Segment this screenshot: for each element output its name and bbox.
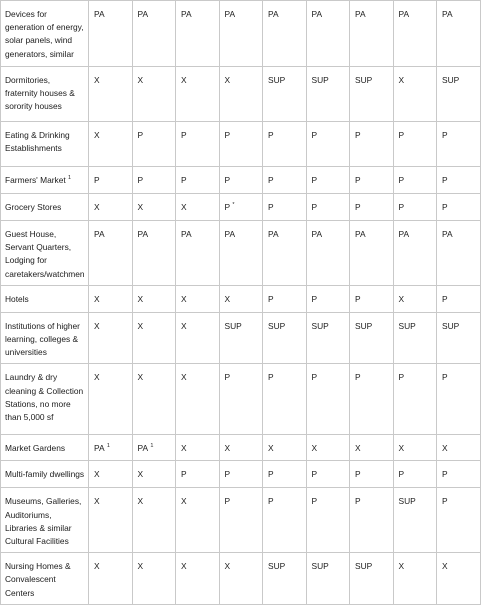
permission-cell xyxy=(437,364,481,435)
table-row xyxy=(1,553,481,605)
permission-cell xyxy=(263,67,307,122)
permission-cell xyxy=(89,1,133,67)
use-name-cell xyxy=(1,461,89,488)
table-row xyxy=(1,285,481,312)
permission-cell xyxy=(176,461,220,488)
permission-cell xyxy=(176,285,220,312)
permission-cell xyxy=(132,67,176,122)
permission-value: X xyxy=(224,443,231,454)
permission-value: PA xyxy=(224,9,236,19)
permission-cell xyxy=(89,312,133,364)
permission-cell xyxy=(219,553,263,605)
use-name-cell xyxy=(1,312,89,364)
permission-value: X xyxy=(442,443,448,454)
permission-value: X xyxy=(181,496,187,507)
permission-value: PA xyxy=(268,9,279,19)
permission-cell xyxy=(219,312,263,364)
footnote-marker: 1 xyxy=(106,443,110,450)
permission-value: P xyxy=(268,469,274,480)
permission-cell xyxy=(393,122,437,167)
table-row xyxy=(1,122,481,167)
table-row xyxy=(1,67,481,122)
permission-cell xyxy=(393,194,437,221)
permission-value: X xyxy=(181,372,187,383)
table-row xyxy=(1,167,481,194)
use-name: Multi-family dwellings xyxy=(5,469,85,480)
use-name-cell xyxy=(1,194,89,221)
permission-cell xyxy=(219,221,263,286)
permission-value: PA xyxy=(94,9,105,19)
permission-value: X xyxy=(137,496,144,507)
permission-value: P xyxy=(311,130,318,140)
permission-cell xyxy=(132,285,176,312)
permission-value: PA xyxy=(355,9,366,19)
use-name: Guest House, Servant Quarters, Lodging for caretakers/watchmen xyxy=(5,229,85,279)
use-name-cell xyxy=(1,285,89,312)
permission-cell xyxy=(176,221,220,286)
permission-value: P xyxy=(398,175,405,185)
permission-cell xyxy=(306,1,350,67)
permission-value: P xyxy=(355,496,361,507)
table-row xyxy=(1,364,481,435)
permission-cell xyxy=(219,194,263,221)
permission-value: P xyxy=(311,372,318,383)
permission-value: SUP xyxy=(355,561,373,572)
permission-cell xyxy=(437,67,481,122)
permission-value: P xyxy=(311,469,318,480)
permission-value: P xyxy=(442,469,448,480)
use-name: Dormitories, fraternity houses & sorority houses xyxy=(5,75,75,112)
permission-cell xyxy=(263,553,307,605)
footnote-marker: 1 xyxy=(68,175,72,182)
permission-cell xyxy=(350,461,394,488)
permission-cell xyxy=(350,221,394,286)
permission-cell xyxy=(437,488,481,553)
permission-cell xyxy=(306,312,350,364)
permission-value: X xyxy=(181,443,187,454)
permission-cell xyxy=(393,553,437,605)
use-name-cell xyxy=(1,122,89,167)
permission-value: P xyxy=(355,469,361,480)
permission-value: X xyxy=(181,320,187,331)
permission-cell xyxy=(89,364,133,435)
permission-cell xyxy=(437,167,481,194)
permission-cell xyxy=(350,122,394,167)
permission-cell xyxy=(132,435,176,461)
permission-value: PA xyxy=(94,229,105,239)
permission-cell xyxy=(393,67,437,122)
use-name: Grocery Stores xyxy=(5,202,62,212)
permission-value: X xyxy=(94,496,100,507)
permission-cell xyxy=(306,67,350,122)
permission-value: PA xyxy=(398,229,410,239)
use-name-cell xyxy=(1,67,89,122)
permission-cell xyxy=(219,364,263,435)
permission-cell xyxy=(176,488,220,553)
use-name-cell xyxy=(1,435,89,461)
permission-cell xyxy=(393,461,437,488)
permission-value: P xyxy=(355,293,361,304)
permission-value: P xyxy=(442,372,448,383)
use-name-cell xyxy=(1,364,89,435)
permission-value: SUP xyxy=(442,75,460,85)
permission-value: X xyxy=(94,293,100,304)
permission-value: P xyxy=(224,496,231,507)
permission-value: PA xyxy=(442,9,453,19)
permission-value: P xyxy=(355,372,361,383)
permission-value: P xyxy=(268,496,274,507)
permission-cell xyxy=(263,194,307,221)
use-name-cell xyxy=(1,1,89,67)
permission-value: X xyxy=(398,561,405,572)
permission-cell xyxy=(219,285,263,312)
permission-cell xyxy=(176,122,220,167)
permission-value: PA xyxy=(442,229,453,239)
permission-cell xyxy=(89,435,133,461)
permission-value: SUP xyxy=(268,320,286,331)
permission-cell xyxy=(350,1,394,67)
use-name: Market Gardens xyxy=(5,443,66,454)
table-row xyxy=(1,312,481,364)
permission-value: X xyxy=(224,293,231,304)
permission-value: P xyxy=(311,496,318,507)
permission-cell xyxy=(89,194,133,221)
permission-cell xyxy=(132,221,176,286)
permission-value: P xyxy=(442,496,448,507)
permission-cell xyxy=(132,488,176,553)
permission-value: SUP xyxy=(268,75,286,85)
permission-cell xyxy=(176,1,220,67)
permission-cell xyxy=(350,194,394,221)
footnote-marker: * xyxy=(232,202,235,209)
permission-cell xyxy=(393,285,437,312)
permission-value: SUP xyxy=(311,75,329,85)
permission-cell xyxy=(393,435,437,461)
permission-cell xyxy=(176,553,220,605)
permission-value: X xyxy=(442,561,448,572)
permission-cell xyxy=(437,221,481,286)
permission-value: PA xyxy=(181,229,192,239)
permission-value: P xyxy=(224,469,231,480)
permission-value: P xyxy=(311,202,318,212)
permission-value: P xyxy=(268,372,274,383)
permission-value: PA xyxy=(137,443,149,454)
permission-value: P xyxy=(224,130,231,140)
permission-cell xyxy=(437,122,481,167)
permission-cell xyxy=(263,122,307,167)
table-row xyxy=(1,194,481,221)
permission-value: X xyxy=(224,75,231,85)
permission-value: P xyxy=(398,372,405,383)
use-name: Farmers' Market xyxy=(5,175,66,185)
permission-value: SUP xyxy=(224,320,242,331)
use-name-cell xyxy=(1,488,89,553)
permission-cell xyxy=(350,364,394,435)
permission-cell xyxy=(132,312,176,364)
permission-value: PA xyxy=(137,9,149,19)
permission-cell xyxy=(132,364,176,435)
permission-value: P xyxy=(224,202,231,212)
permission-value: X xyxy=(137,561,144,572)
permission-value: X xyxy=(181,561,187,572)
permission-value: SUP xyxy=(311,320,329,331)
permission-cell xyxy=(219,1,263,67)
permission-value: PA xyxy=(224,229,236,239)
permission-value: X xyxy=(94,130,100,140)
permission-value: P xyxy=(355,202,361,212)
permission-cell xyxy=(350,167,394,194)
permission-cell xyxy=(306,167,350,194)
permission-value: X xyxy=(137,293,144,304)
permission-cell xyxy=(89,67,133,122)
permission-value: P xyxy=(311,293,318,304)
table-row xyxy=(1,435,481,461)
table-row xyxy=(1,488,481,553)
permission-value: P xyxy=(398,469,405,480)
permission-cell xyxy=(263,221,307,286)
permission-cell xyxy=(263,312,307,364)
permission-cell xyxy=(89,553,133,605)
permission-cell xyxy=(393,1,437,67)
permission-value: P xyxy=(137,130,144,140)
permission-value: X xyxy=(181,293,187,304)
permission-cell xyxy=(263,167,307,194)
permission-value: P xyxy=(442,293,448,304)
permission-value: PA xyxy=(311,9,323,19)
permission-cell xyxy=(393,364,437,435)
permission-value: X xyxy=(137,320,144,331)
permission-cell xyxy=(306,364,350,435)
use-name: Eating & Drinking Establishments xyxy=(5,130,70,154)
permission-value: X xyxy=(137,75,144,85)
permission-value: P xyxy=(311,175,318,185)
permission-cell xyxy=(176,194,220,221)
permission-value: X xyxy=(94,320,100,331)
permission-cell xyxy=(306,488,350,553)
permission-cell xyxy=(306,285,350,312)
permission-cell xyxy=(306,122,350,167)
permission-cell xyxy=(437,285,481,312)
permission-cell xyxy=(219,461,263,488)
permission-value: P xyxy=(224,175,231,185)
permission-cell xyxy=(89,285,133,312)
permission-value: X xyxy=(181,75,187,85)
table-row xyxy=(1,221,481,286)
permission-value: P xyxy=(442,130,448,140)
permission-value: P xyxy=(94,175,100,185)
permission-value: X xyxy=(137,202,144,212)
permission-value: SUP xyxy=(398,320,416,331)
permission-value: PA xyxy=(94,443,105,454)
permission-value: X xyxy=(94,469,100,480)
permission-value: X xyxy=(398,443,405,454)
permission-value: X xyxy=(398,293,405,304)
permission-value: X xyxy=(137,372,144,383)
permission-cell xyxy=(350,553,394,605)
permission-cell xyxy=(263,1,307,67)
use-name: Hotels xyxy=(5,293,29,304)
permission-cell xyxy=(132,167,176,194)
permission-cell xyxy=(263,435,307,461)
permission-value: PA xyxy=(355,229,366,239)
permission-value: PA xyxy=(311,229,323,239)
permission-value: P xyxy=(181,469,187,480)
table-row xyxy=(1,1,481,67)
permission-cell xyxy=(176,364,220,435)
permission-cell xyxy=(350,312,394,364)
use-name-cell xyxy=(1,167,89,194)
permission-cell xyxy=(350,488,394,553)
permission-cell xyxy=(219,435,263,461)
permission-cell xyxy=(437,553,481,605)
permission-cell xyxy=(89,461,133,488)
permission-value: PA xyxy=(181,9,192,19)
permission-value: X xyxy=(398,75,405,85)
permission-cell xyxy=(437,435,481,461)
permission-value: P xyxy=(268,175,274,185)
permission-value: X xyxy=(224,561,231,572)
permission-cell xyxy=(393,167,437,194)
use-name: Nursing Homes & Convalescent Centers xyxy=(5,561,71,598)
permission-value: SUP xyxy=(355,320,373,331)
permission-value: PA xyxy=(268,229,279,239)
permission-value: P xyxy=(442,202,448,212)
table-row xyxy=(1,461,481,488)
permission-value: X xyxy=(94,561,100,572)
permission-cell xyxy=(263,488,307,553)
permission-value: P xyxy=(398,130,405,140)
permission-value: SUP xyxy=(355,75,373,85)
permission-cell xyxy=(132,122,176,167)
permission-value: X xyxy=(94,202,100,212)
permission-value: X xyxy=(268,443,274,454)
permission-cell xyxy=(176,167,220,194)
permission-value: SUP xyxy=(442,320,460,331)
permission-cell xyxy=(263,364,307,435)
permission-value: PA xyxy=(137,229,149,239)
permission-cell xyxy=(132,461,176,488)
permission-cell xyxy=(263,461,307,488)
permission-cell xyxy=(89,488,133,553)
permission-value: P xyxy=(355,130,361,140)
permission-cell xyxy=(350,285,394,312)
use-name: Laundry & dry cleaning & Collection Stations, no more than 5,000 sf xyxy=(5,372,84,423)
table-body xyxy=(1,1,481,605)
permission-cell xyxy=(350,435,394,461)
permission-value: P xyxy=(398,202,405,212)
permission-cell xyxy=(219,488,263,553)
permission-value: X xyxy=(181,202,187,212)
permission-cell xyxy=(263,285,307,312)
permission-cell xyxy=(306,461,350,488)
permission-cell xyxy=(306,194,350,221)
use-name: Museums, Galleries, Auditoriums, Libraries & similar Cultural Facilities xyxy=(5,496,82,547)
permission-value: P xyxy=(355,175,361,185)
permission-value: P xyxy=(268,130,274,140)
permission-cell xyxy=(393,488,437,553)
permission-cell xyxy=(132,553,176,605)
footnote-marker: 1 xyxy=(150,443,154,450)
permission-cell xyxy=(219,122,263,167)
permission-value: X xyxy=(94,75,100,85)
permission-value: X xyxy=(94,372,100,383)
permission-cell xyxy=(306,221,350,286)
permission-value: P xyxy=(181,175,187,185)
permission-value: SUP xyxy=(268,561,286,572)
permission-cell xyxy=(132,194,176,221)
permission-value: X xyxy=(311,443,318,454)
use-name: Institutions of higher learning, colleges & universities xyxy=(5,320,80,358)
permission-cell xyxy=(176,67,220,122)
permission-cell xyxy=(437,194,481,221)
permission-cell xyxy=(437,461,481,488)
permission-value: P xyxy=(181,130,187,140)
permission-value: PA xyxy=(398,9,410,19)
permission-value: SUP xyxy=(398,496,416,507)
permission-cell xyxy=(89,167,133,194)
permission-cell xyxy=(89,221,133,286)
permission-value: P xyxy=(224,372,231,383)
permission-cell xyxy=(437,312,481,364)
permission-cell xyxy=(437,1,481,67)
permission-value: X xyxy=(355,443,361,454)
permission-value: P xyxy=(268,202,274,212)
use-name-cell xyxy=(1,553,89,605)
permission-cell xyxy=(350,67,394,122)
use-name: Devices for generation of energy, solar panels, wind generators, similar xyxy=(5,9,84,59)
permission-value: SUP xyxy=(311,561,329,572)
permission-value: P xyxy=(442,175,448,185)
permission-cell xyxy=(393,312,437,364)
permission-value: P xyxy=(268,293,274,304)
permission-cell xyxy=(132,1,176,67)
permission-cell xyxy=(176,435,220,461)
permission-value: X xyxy=(137,469,144,480)
permission-cell xyxy=(176,312,220,364)
permission-value: P xyxy=(137,175,144,185)
use-name-cell xyxy=(1,221,89,286)
permission-cell xyxy=(219,167,263,194)
permission-cell xyxy=(89,122,133,167)
permission-cell xyxy=(393,221,437,286)
permission-cell xyxy=(306,435,350,461)
permission-cell xyxy=(306,553,350,605)
permission-cell xyxy=(219,67,263,122)
